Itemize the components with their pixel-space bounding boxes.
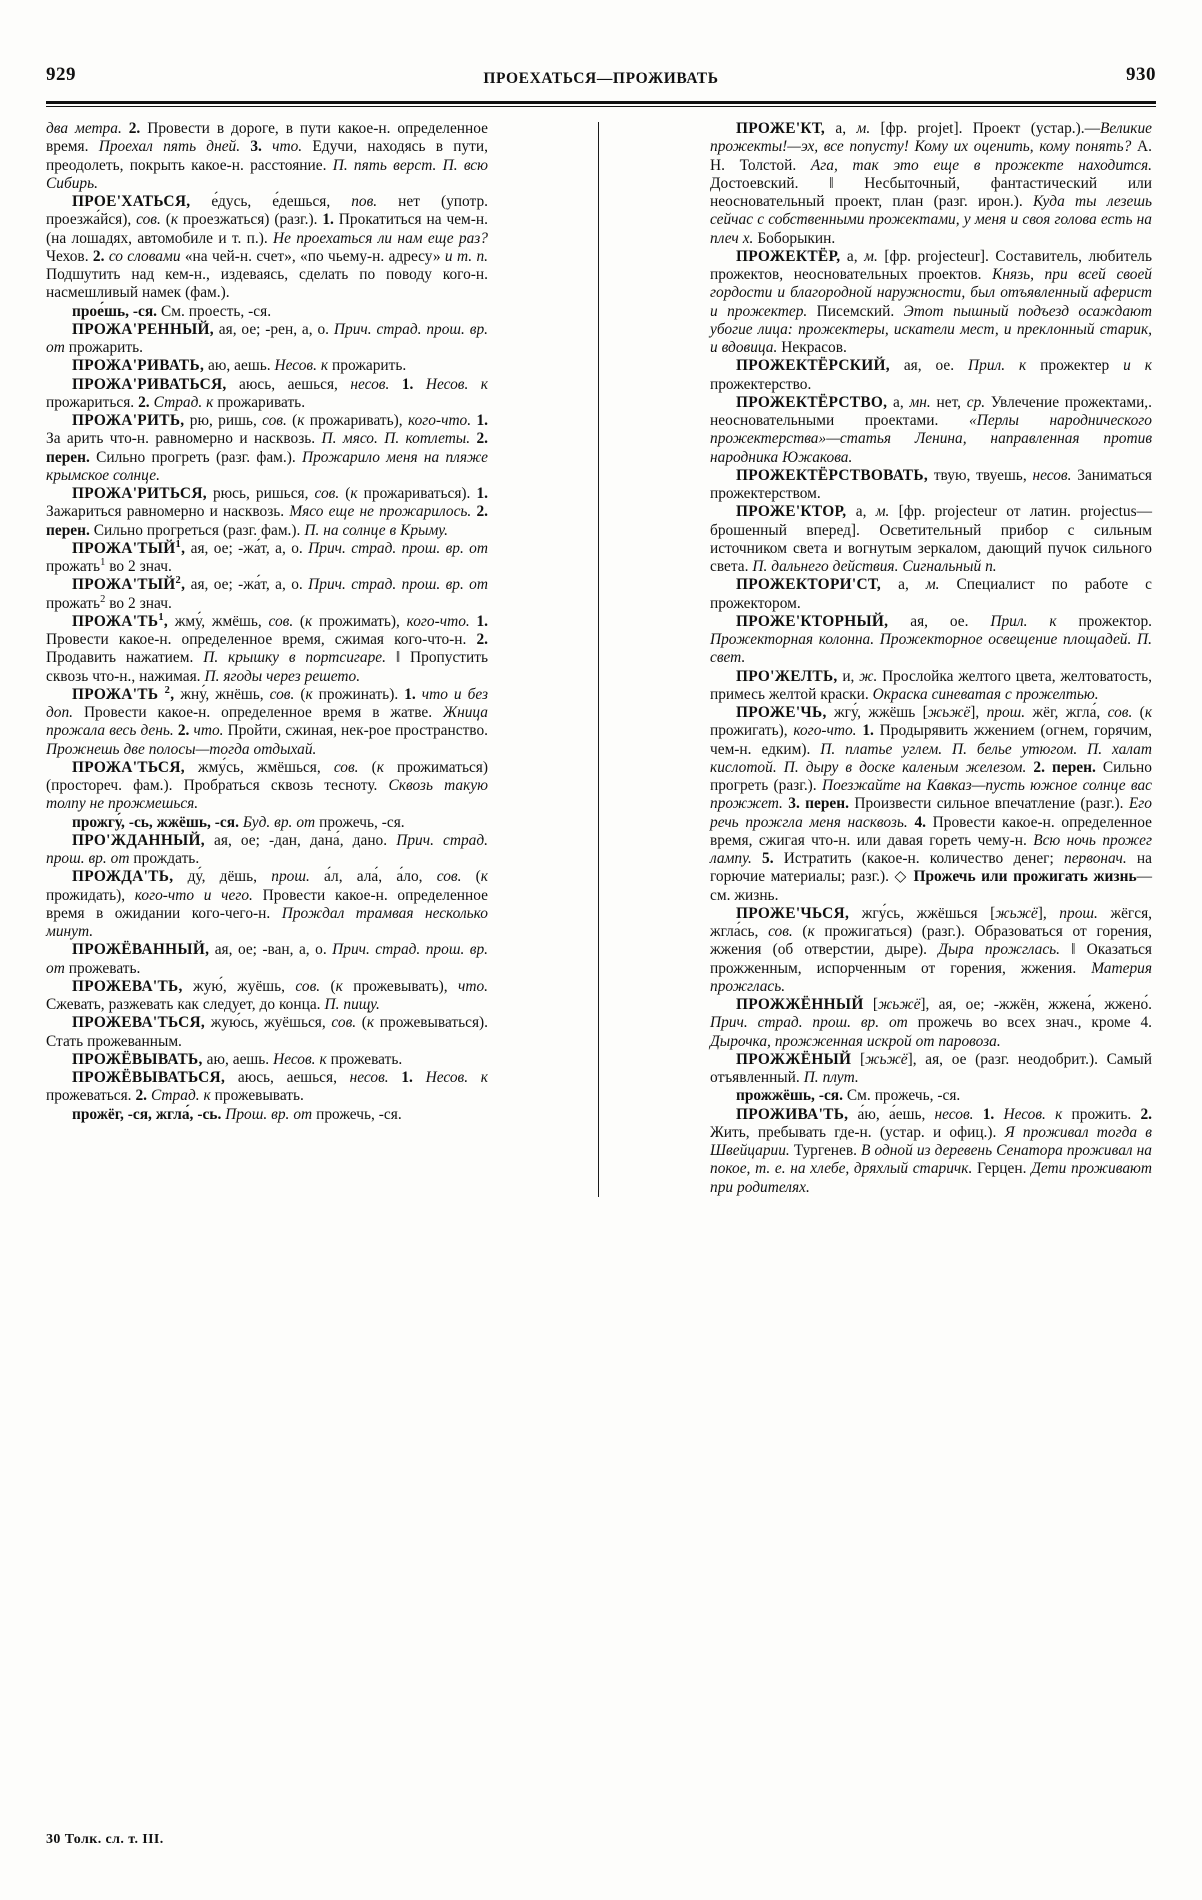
dictionary-entry: ПРОЖА'РИВАТЬ, аю, аешь. Несов. к прожарить. bbox=[72, 357, 407, 375]
dictionary-entry: ПРОЖА'ТЫЙ$^1$, ая, ое; -жа́т, а, о. Прич. страд. прош. вр. от прожать$^1$ во 2 знач. bbox=[46, 538, 488, 575]
page-number-right: 930 bbox=[1126, 64, 1156, 85]
column-container bbox=[46, 120, 1156, 1197]
dictionary-entry: ПРОЖА'РИВАТЬСЯ, аюсь, аешься, несов. 1. Несов. к прожариться. 2. Страд. к прожаривать. bbox=[46, 375, 489, 411]
page-number-left: 929 bbox=[46, 64, 76, 85]
dictionary-entry: ПРОЖЁВАННЫЙ, ая, ое; -ван, а, о. Прич. страд. прош. вр. от прожевать. bbox=[46, 941, 488, 977]
dictionary-entry: ПРОЕ'ХАТЬСЯ, е́дусь, е́дешься, пов. нет (употр. проезжа́йся), сов. (к проезжаться) (разг.). 1. Прокатиться на чем-н. (на лошадях, автомобиле и т. п.). Не проехаться ли нам еще раз? Чехов. 2. со словами «на чей-н. счет», «по чьему-н. адресу» и т. п. Подшутить над кем-н., издеваясь, сделать по поводу кого-н. насмешливый намек (фам.). bbox=[46, 193, 489, 302]
dictionary-entry: ПРОЖДА'ТЬ, ду́, дёшь, прош. а́л, ала́, а́ло, сов. (к прожидать), кого-что и чего. Провести какое-н. определенное время в ожидании кого-чего-н. Прождал трамвая несколько минут. bbox=[46, 868, 488, 940]
dictionary-entry: ПРОЖЕ'ЧЬ, жгу́, жжёшь [жьжё], прош. жёг, жгла́, сов. (к прожигать), кого-что. 1. Продырявить жжением (огнем, горячим, чем-н. едким). П. платье углем. П. белье утюгом. П. халат кислотой. П. дыру в доске каленым железом. 2. перен. Сильно прогреть (разг.). Поезжайте на Кавказ—пусть южное солнце вас прожжет. 3. перен. Произвести сильное впечатление (разг.). Его речь прожгла меня насквозь. 4. Провести какое-н. определенное время, сжигая что-н. или давая гореть чему-н. Всю ночь прожег лампу. 5. Истратить (какое-н. количество денег; первонач. на горючие материалы; разг.). ◇ Прожечь или прожигать жизнь—см. жизнь. bbox=[710, 704, 1153, 904]
dictionary-entry: ПРО'ЖДАННЫЙ, ая, ое; -дан, дана́, дано. Прич. страд. прош. вр. от прождать. bbox=[46, 831, 488, 867]
dictionary-entry: ПРОЖЕВА'ТЬ, жую́, жуёшь, сов. (к прожевывать), что. Сжевать, разжевать как следует, до конца. П. пищу. bbox=[46, 977, 488, 1013]
dictionary-entry: ПРОЖЕ'КТОРНЫЙ, ая, ое. Прил. к прожектор. Прожекторная колонна. Прожекторное освещение площадей. П. свет. bbox=[710, 612, 1152, 667]
dictionary-entry: ПРОЖЕ'КТОР, а, м. [фр. projecteur от латин. projectus—брошенный вперед]. Осветительный прибор с сильным источником света и вогнутым зеркалом, дающий пучок сильного света. П. дальнего действия. Сигнальный п. bbox=[710, 503, 1152, 575]
dictionary-entry: ПРО'ЖЕЛТЬ, и, ж. Прослойка желтого цвета, желтоватость, примесь желтой краски. Окраска синеватая с прожелтью. bbox=[710, 667, 1152, 703]
signature-mark: 30 Толк. сл. т. III. bbox=[46, 1832, 164, 1847]
header-divider-rule bbox=[46, 101, 1156, 108]
dictionary-entry: ПРОЖА'ТЫЙ$^2$, ая, ое; -жа́т, а, о. Прич. страд. прош. вр. от прожать$^2$ во 2 знач. bbox=[46, 575, 488, 612]
dictionary-entry: $ПРОЖА'ТЬ^1$, жму́, жмёшь, сов. (к прожимать), кого-что. 1. Провести какое-н. определенное время, сжимая кого-что-н. 2. Продавить нажатием. П. крышку в портсигаре. ‖ Пропустить сквозь что-н., нажимая. П. ягоды через решето. bbox=[46, 611, 489, 685]
header-rule-thick bbox=[46, 101, 1156, 104]
dictionary-entry: прожёг, -ся, жгла́, -сь. Прош. вр. от прожечь, -ся. bbox=[72, 1105, 402, 1123]
scanned-page-content bbox=[46, 58, 1156, 1848]
dictionary-entry: ПРОЖЁВЫВАТЬ, аю, аешь. Несов. к прожевать. bbox=[72, 1050, 403, 1068]
dictionary-entry: ПРОЖЕКТЁР, а, м. [фр. projecteur]. Составитель, любитель прожектов, неосновательных проектов. Князь, при всей своей гордости и благородной наружности, был отъявленный аферист и прожектер. Писемский. Этот пышный подъезд осаждают убогие лица: прожектеры, искатели мест, и преклонный старик, и вдовица. Некрасов. bbox=[710, 247, 1152, 356]
right-column bbox=[710, 120, 1152, 1197]
dictionary-entry: прожжёшь, -ся. См. прожечь, -ся. bbox=[736, 1087, 961, 1105]
dictionary-entry: ПРОЖА'РЕННЫЙ, ая, ое; -рен, а, о. Прич. страд. прош. вр. от прожарить. bbox=[46, 320, 488, 356]
dictionary-entry: прое́шь, -ся. См. проесть, -ся. bbox=[72, 302, 272, 320]
dictionary-entry: прожгу́, -сь, жжёшь, -ся. Буд. вр. от прожечь, -ся. bbox=[72, 813, 405, 831]
column-divider-rule bbox=[598, 122, 599, 1197]
dictionary-entry: ПРОЖЕ'ЧЬСЯ, жгу́сь, жжёшься [жьжё], прош. жёгся, жгла́сь, сов. (к прожигаться) (разг.). Образоваться от горения, жжения (об отверстии, дыре). Дыра прожглась. ‖ Оказаться прожженным, испорченным от горения, жжения. Материя прожглась. bbox=[710, 904, 1153, 995]
dictionary-entry: ПРОЖИВА'ТЬ, а́ю, а́ешь, несов. 1. Несов. к прожить. 2. Жить, пребывать где-н. (устар. и офиц.). Я проживал тогда в Швейцарии. Тургенев. В одной из деревень Сенатора проживал на покое, т. е. на хлебе, дряхлый старичк. Герцен. Дети проживают при родителях. bbox=[710, 1105, 1152, 1196]
dictionary-entry: ПРОЖА'РИТЬСЯ, рюсь, ришься, сов. (к прожариваться). 1. Зажариться равномерно и насквозь. Мясо еще не прожарилось. 2. перен. Сильно прогреться (разг. фам.). П. на солнце в Крыму. bbox=[46, 485, 488, 539]
dictionary-entry: ПРОЖЕКТЁРСКИЙ, ая, ое. Прил. к прожектер и к прожектерство. bbox=[710, 357, 1152, 393]
entry-continuation: два метра. 2. Провести в дороге, в пути какое-н. определенное время. Проехал пять дней. 3. что. Едучи, находясь в пути, преодолеть, покрыть какое-н. расстояние. П. пять верст. П. всю Сибирь. bbox=[46, 120, 488, 192]
dictionary-entry: ПРОЖЕКТЁРСТВО, а, мн. нет, ср. Увлечение прожектами,. неосновательными проектами. «Перлы народнического прожектерства»—статья Ленина, направленная против народника Южакова. bbox=[710, 393, 1152, 466]
dictionary-entry: ПРОЖЕКТОРИ'СТ, а, м. Специалист по работе с прожектором. bbox=[710, 576, 1152, 612]
dictionary-entry: ПРОЖЕКТЁРСТВОВАТЬ, твую, твуешь, несов. Заниматься прожектерством. bbox=[710, 466, 1152, 502]
header-rule-thin bbox=[46, 106, 1156, 107]
running-head bbox=[46, 58, 1156, 100]
left-column bbox=[46, 120, 488, 1197]
dictionary-entry: ПРОЖА'ТЬ $^2$, жну́, жнёшь, сов. (к прожинать). 1. что и без доп. Провести какое-н. определенное время в жатве. Жница прожала весь день. 2. что. Пройти, сжиная, нек-рое пространство. Прожнешь две полосы—тогда отдыхай. bbox=[46, 684, 489, 758]
dictionary-entry: ПРОЖЕВА'ТЬСЯ, жую́сь, жуёшься, сов. (к прожевываться). Стать прожеванным. bbox=[46, 1014, 489, 1050]
dictionary-entry: ПРОЖЖЁННЫЙ [жьжё], ая, ое; -жжён, жжена́, жжено́. Прич. страд. прош. вр. от прожечь во всех знач., кроме 4. Дырочка, прожженная искрой от паровоза. bbox=[710, 996, 1152, 1050]
running-head-title: ПРОЕХАТЬСЯ—ПРОЖИВАТЬ bbox=[483, 70, 719, 87]
dictionary-entry: ПРОЖЕ'КТ, а, м. [фр. projet]. Проект (устар.).—Великие прожекты!—эх, все попусту! Кому их оценить, кому понять? А. Н. Толстой. Ага, так это еще в прожекте находится. Достоевский. ‖ Несбыточный, фантастический или неосновательный проект, план (разг. ирон.). Куда ты лезешь сейчас с собственными прожектами, у меня и своя голова есть на плеч х. Боборыкин. bbox=[710, 120, 1152, 247]
dictionary-entry: ПРОЖА'ТЬСЯ, жму́сь, жмёшься, сов. (к прожиматься) (простореч. фам.). Пробраться сквозь тесноту. Сквозь такую толпу не прожмешься. bbox=[46, 758, 488, 813]
dictionary-entry: ПРОЖЖЁНЫЙ [жьжё], ая, ое (разг. неодобрит.). Самый отъявленный. П. плут. bbox=[710, 1050, 1153, 1086]
dictionary-entry: ПРОЖЁВЫВАТЬСЯ, аюсь, аешься, несов. 1. Несов. к прожеваться. 2. Страд. к прожевывать. bbox=[46, 1069, 489, 1105]
dictionary-entry: ПРОЖА'РИТЬ, рю, ришь, сов. (к прожаривать), кого-что. 1. За арить что-н. равномерно и насквозь. П. мясо. П. котлеты. 2. перен. Сильно прогреть (разг. фам.). Прожарило меня на пляже крымское солнце. bbox=[46, 412, 489, 484]
